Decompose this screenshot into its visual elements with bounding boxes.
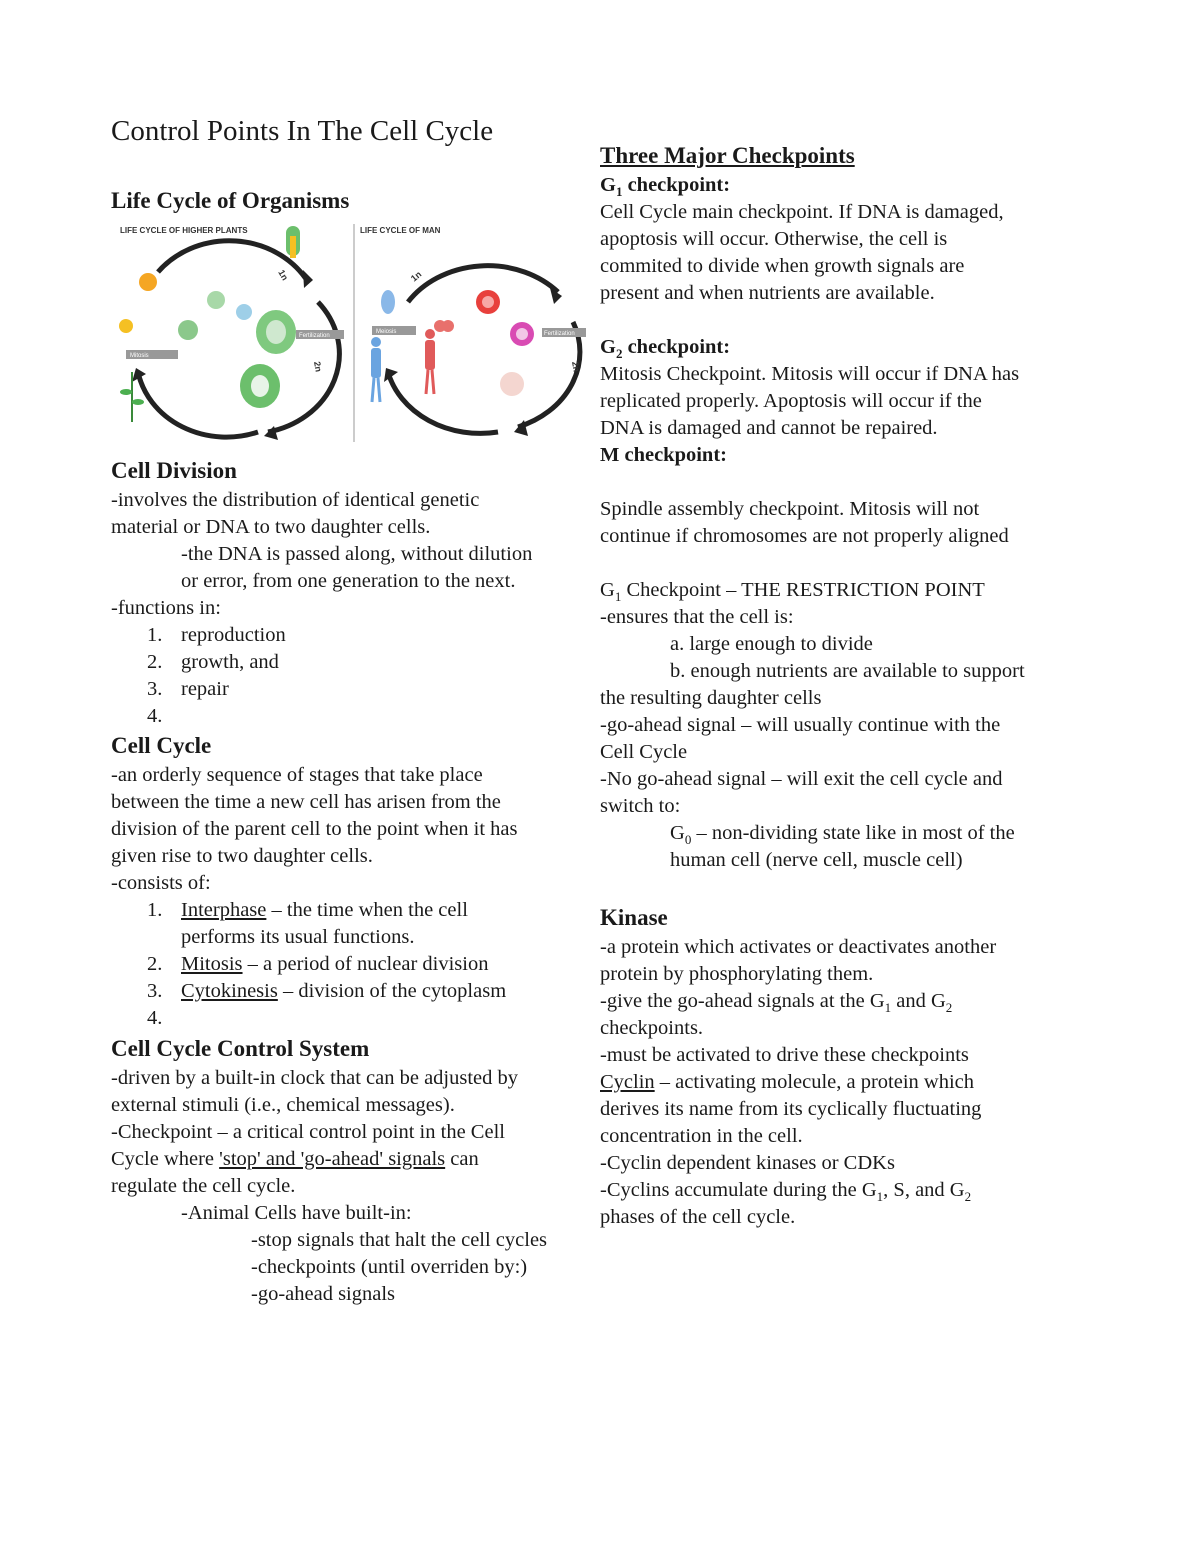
rp-line-1: -ensures that the cell is: <box>600 606 794 628</box>
g1-line-3: commited to divide when growth signals are <box>600 255 965 277</box>
k-line-1: -a protein which activates or deactivates another <box>600 936 997 958</box>
cs-line-1: -driven by a built-in clock that can be adjusted by <box>111 1067 519 1089</box>
cell-cycle-heading: Cell Cycle <box>111 733 212 758</box>
restriction-point-heading: $G_1$ Checkpoint – THE RESTRICTION POINT <box>600 579 985 605</box>
plants-cycle-label: LIFE CYCLE OF HIGHER PLANTS <box>120 226 248 235</box>
cc-item-1-cont: performs its usual functions. <box>181 926 415 948</box>
k-line-5: -must be activated to drive these checkpoints <box>600 1044 969 1066</box>
list-item: 2. growth, and <box>147 651 279 673</box>
plant-mitosis-label: Mitosis <box>130 353 149 359</box>
cd-line-2: material or DNA to two daughter cells. <box>111 516 431 538</box>
cs-line-6: -Animal Cells have built-in: <box>181 1202 412 1224</box>
cc-line-1: -an orderly sequence of stages that take place <box>111 764 483 786</box>
cell-cycle-body <box>111 762 518 1032</box>
mitosis-term: Mitosis <box>181 953 243 975</box>
g0-line-1: $G_0$ – non-dividing state like in most of the <box>670 822 1015 848</box>
cc-line-3: division of the parent cell to the point when it has <box>111 818 518 840</box>
control-system-heading: Cell Cycle Control System <box>111 1036 370 1061</box>
list-item: 2. Mitosis – a period of nuclear division <box>147 953 489 975</box>
three-checkpoints-heading: Three Major Checkpoints <box>600 143 855 168</box>
cyclin-term: Cyclin <box>600 1071 655 1093</box>
list-item: 3. repair <box>147 678 229 700</box>
g2-checkpoint-heading: $G_2$ checkpoint: <box>600 336 731 362</box>
cs-line-9: -go-ahead signals <box>251 1283 396 1305</box>
k-line-9: -Cyclin dependent kinases or CDKs <box>600 1152 895 1174</box>
rp-item-b: b. enough nutrients are available to support <box>670 660 1025 682</box>
cd-line-3: -the DNA is passed along, without dilution <box>181 543 533 565</box>
cs-line-7: -stop signals that halt the cell cycles <box>251 1229 548 1251</box>
man-meiosis-label: Meiosis <box>376 329 397 335</box>
g1-line-2: apoptosis will occur. Otherwise, the cell is <box>600 228 948 250</box>
rp-line-3: -go-ahead signal – will usually continue with the <box>600 714 1001 736</box>
k-line-4: checkpoints. <box>600 1017 704 1039</box>
g1-checkpoint-heading: $G_1$ checkpoint: <box>600 174 731 200</box>
signals-term: 'stop' and 'go-ahead' signals <box>219 1148 446 1170</box>
cs-line-8: -checkpoints (until overriden by:) <box>251 1256 528 1278</box>
g2-line-3: DNA is damaged and cannot be repaired. <box>600 417 938 439</box>
k-line-6: Cyclin – activating molecule, a protein which <box>600 1071 975 1093</box>
m-line-2: continue if chromosomes are not properly aligned <box>600 525 1009 547</box>
kinase-heading: Kinase <box>600 905 668 930</box>
list-item: 1. reproduction <box>147 624 286 646</box>
rp-item-a: a. large enough to divide <box>670 633 873 655</box>
k-line-3: -give the go-ahead signals at the $G_1$ and $G_2$ <box>600 990 953 1016</box>
cs-line-5: regulate the cell cycle. <box>111 1175 296 1197</box>
plant-fertilization-label: Fertilization <box>299 333 330 339</box>
rp-line-5: -No go-ahead signal – will exit the cell cycle and <box>600 768 1003 790</box>
man-2n-label: 2n <box>570 360 582 373</box>
cs-line-3: -Checkpoint – a critical control point in the Cell <box>111 1121 505 1143</box>
g1-line-4: present and when nutrients are available. <box>600 282 935 304</box>
g0-line-2: human cell (nerve cell, muscle cell) <box>670 849 963 871</box>
list-item: 4. <box>147 705 163 727</box>
cc-line-5: -consists of: <box>111 872 211 894</box>
plant-2n-label: 2n <box>312 360 324 373</box>
cell-division-body <box>111 487 532 730</box>
g1-line-1: Cell Cycle main checkpoint. If DNA is damaged, <box>600 201 1004 223</box>
list-item: 1. Interphase – the time when the cell <box>147 899 468 921</box>
cd-line-5: -functions in: <box>111 597 221 619</box>
man-cycle-label: LIFE CYCLE OF MAN <box>360 226 441 235</box>
plant-1n-label: 1n <box>276 268 291 283</box>
life-cycle-figure <box>118 222 588 444</box>
k-line-2: protein by phosphorylating them. <box>600 963 874 985</box>
rp-line-6: switch to: <box>600 795 681 817</box>
kinase-body <box>600 934 996 1231</box>
g2-line-1: Mitosis Checkpoint. Mitosis will occur if DNA has <box>600 363 1020 385</box>
m-checkpoint-heading: M checkpoint: <box>600 444 727 466</box>
m-line-1: Spindle assembly checkpoint. Mitosis will not <box>600 498 980 520</box>
g2-line-2: replicated properly. Apoptosis will occur if the <box>600 390 982 412</box>
man-1n-label: 1n <box>408 269 424 284</box>
man-fertilization-label: Fertilization <box>544 331 575 337</box>
k-line-11: phases of the cell cycle. <box>600 1206 796 1228</box>
rp-line-2: the resulting daughter cells <box>600 687 822 709</box>
list-item: 4. <box>147 1007 163 1029</box>
page-title: Control Points In The Cell Cycle <box>111 115 494 147</box>
control-system-body <box>111 1065 547 1308</box>
cd-line-1: -involves the distribution of identical genetic <box>111 489 480 511</box>
cell-division-heading: Cell Division <box>111 458 237 483</box>
interphase-term: Interphase <box>181 899 267 921</box>
k-line-10: -Cyclins accumulate during the $G_1$, S, and $G_2$ <box>600 1179 972 1205</box>
cd-line-4: or error, from one generation to the next. <box>181 570 516 592</box>
life-cycle-heading: Life Cycle of Organisms <box>111 188 350 213</box>
cs-line-4: Cycle where 'stop' and 'go-ahead' signals can <box>111 1148 479 1170</box>
cytokinesis-term: Cytokinesis <box>181 980 278 1002</box>
rp-line-4: Cell Cycle <box>600 741 688 763</box>
cs-line-2: external stimuli (i.e., chemical messages). <box>111 1094 455 1116</box>
cc-line-4: given rise to two daughter cells. <box>111 845 373 867</box>
k-line-8: concentration in the cell. <box>600 1125 803 1147</box>
k-line-7: derives its name from its cyclically fluctuating <box>600 1098 982 1120</box>
cc-line-2: between the time a new cell has arisen from the <box>111 791 501 813</box>
list-item: 3. Cytokinesis – division of the cytoplasm <box>147 980 507 1002</box>
right-column-body <box>600 172 1025 874</box>
